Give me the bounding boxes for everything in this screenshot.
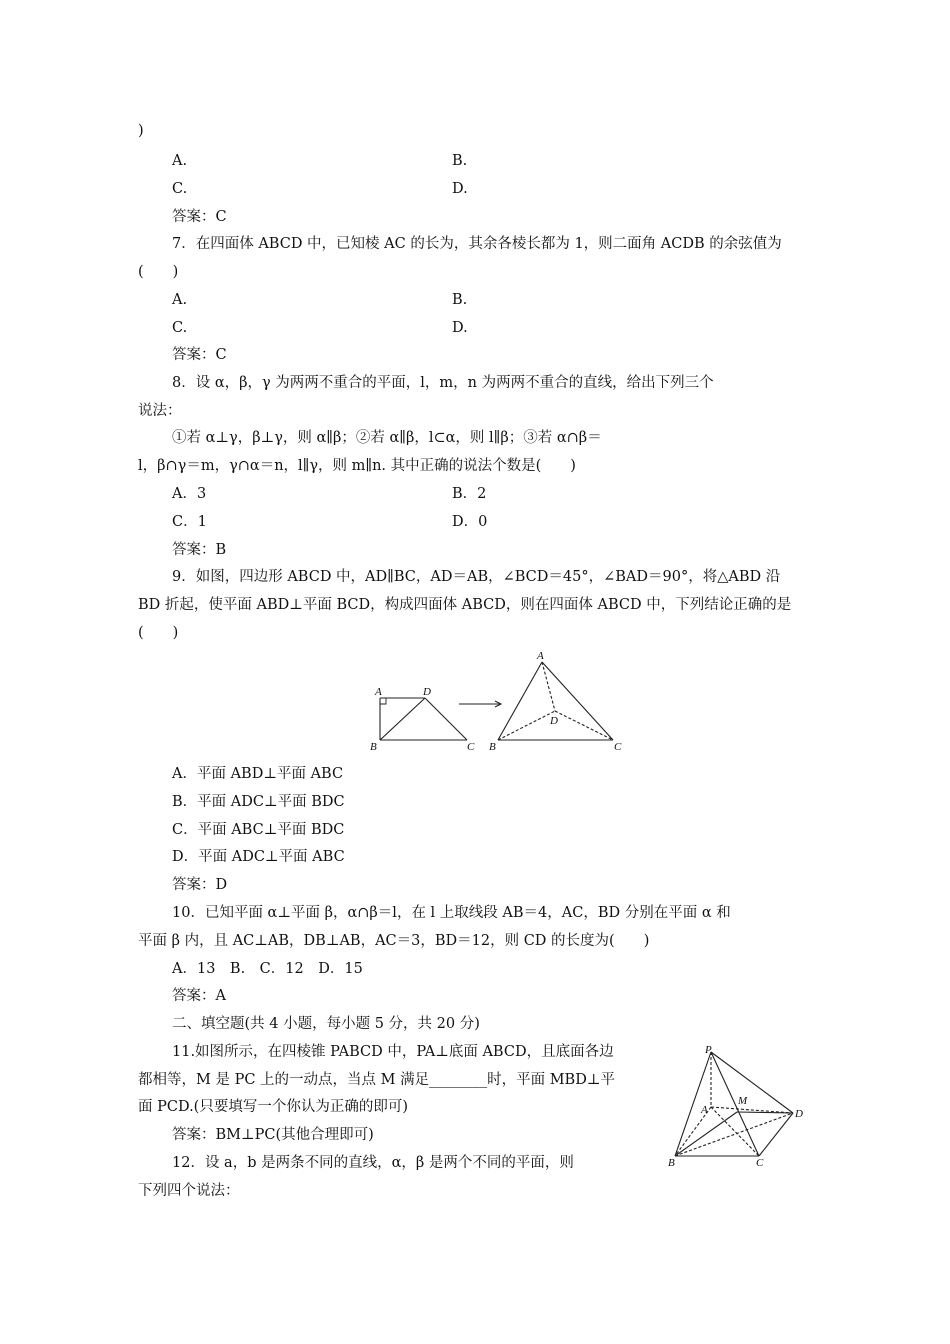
- q10-line-2: 平面 β 内，且 AC⊥AB，DB⊥AB，AC＝3，BD＝12，则 CD 的长度为( ): [138, 933, 650, 949]
- q8-option-d: D．0: [452, 514, 488, 530]
- q9-line-2: BD 折起，使平面 ABD⊥平面 BCD，构成四面体 ABCD，则在四面体 ABCD 中，下列结论正确的是: [138, 597, 792, 613]
- q8-option-c: C．1: [172, 514, 207, 530]
- tetra-label-b: B: [489, 741, 496, 753]
- q7-line-1: 7．在四面体 ABCD 中，已知棱 AC 的长为，其余各棱长都为 1，则二面角 ACDB 的余弦值为: [172, 236, 782, 252]
- q10-options: A．13 B. C．12 D．15: [172, 961, 363, 977]
- q6-option-d: D.: [452, 181, 468, 197]
- q6-option-a: A.: [172, 153, 188, 169]
- q8-option-a: A．3: [172, 486, 207, 502]
- q10-answer: 答案：A: [172, 988, 226, 1004]
- q6-option-b: B.: [452, 153, 468, 169]
- quad-label-a: A: [375, 686, 382, 698]
- q8-line-3: ①若 α⊥γ，β⊥γ，则 α∥β；②若 α∥β，l⊂α，则 l∥β；③若 α∩β＝: [172, 430, 602, 446]
- q7-option-b: B.: [452, 292, 468, 308]
- q6-option-c: C.: [172, 181, 188, 197]
- q9-answer: 答案：D: [172, 877, 228, 893]
- quad-label-c: C: [467, 741, 475, 753]
- q8-option-b: B．2: [452, 486, 487, 502]
- q7-option-c: C.: [172, 320, 188, 336]
- q6-answer: 答案：C: [172, 209, 227, 225]
- q11-answer: 答案：BM⊥PC(其他合理即可): [172, 1127, 374, 1143]
- q9-option-c: C．平面 ABC⊥平面 BDC: [172, 822, 345, 838]
- q9-option-b: B．平面 ADC⊥平面 BDC: [172, 794, 345, 810]
- q7-line-2: ( ): [138, 264, 179, 280]
- q9-line-1: 9．如图，四边形 ABCD 中，AD∥BC，AD＝AB，∠BCD＝45°，∠BAD＝90°，将△ABD 沿: [172, 569, 781, 585]
- q9-figure: [365, 648, 625, 754]
- q9-option-d: D．平面 ADC⊥平面 ABC: [172, 849, 345, 865]
- q7-answer: 答案：C: [172, 347, 227, 363]
- q11-line-3: 面 PCD.(只要填写一个你认为正确的即可): [138, 1099, 408, 1115]
- q12-line-2: 下列四个说法：: [138, 1183, 240, 1199]
- pyr-label-c: C: [756, 1157, 764, 1169]
- pyramid-pabcd: [675, 1052, 793, 1156]
- pyr-label-a: A: [701, 1104, 708, 1116]
- tetra-label-d: D: [550, 715, 558, 727]
- q11-line-1: 11.如图所示，在四棱锥 PABCD 中，PA⊥底面 ABCD，且底面各边: [172, 1044, 614, 1060]
- section-2-heading: 二、填空题(共 4 小题，每小题 5 分，共 20 分): [172, 1016, 480, 1032]
- pyr-label-m: M: [738, 1095, 748, 1107]
- q11-line-2: 都相等，M 是 PC 上的一动点，当点 M 满足________时，平面 MBD⊥平: [138, 1072, 615, 1088]
- quadrilateral-abcd: [380, 698, 467, 740]
- pyr-label-b: B: [668, 1157, 675, 1169]
- tetra-label-a: A: [537, 650, 544, 662]
- q9-option-a: A．平面 ABD⊥平面 ABC: [172, 766, 344, 782]
- paren-close: ): [138, 123, 144, 139]
- q12-line-1: 12．设 a，b 是两条不同的直线，α，β 是两个不同的平面，则: [172, 1155, 574, 1171]
- arrow-icon: [459, 701, 501, 707]
- tetrahedron-abcd: [498, 662, 613, 740]
- pyr-label-p: P: [705, 1044, 712, 1056]
- pyr-label-d: D: [795, 1108, 803, 1120]
- q7-option-d: D.: [452, 320, 468, 336]
- q11-figure: [663, 1040, 813, 1176]
- q8-line-2: 说法：: [138, 403, 182, 419]
- q8-line-1: 8．设 α，β，γ 为两两不重合的平面，l，m，n 为两两不重合的直线，给出下列三个: [172, 375, 714, 391]
- quad-label-b: B: [370, 741, 377, 753]
- quad-label-d: D: [423, 686, 431, 698]
- q9-line-3: ( ): [138, 625, 179, 641]
- tetra-label-c: C: [614, 741, 622, 753]
- q10-line-1: 10．已知平面 α⊥平面 β，α∩β＝l，在 l 上取线段 AB＝4，AC，BD 分别在平面 α 和: [172, 905, 731, 921]
- q8-line-4: l，β∩γ＝m，γ∩α＝n，l∥γ，则 m∥n. 其中正确的说法个数是( ): [138, 458, 576, 474]
- q7-option-a: A.: [172, 292, 188, 308]
- q8-answer: 答案：B: [172, 542, 227, 558]
